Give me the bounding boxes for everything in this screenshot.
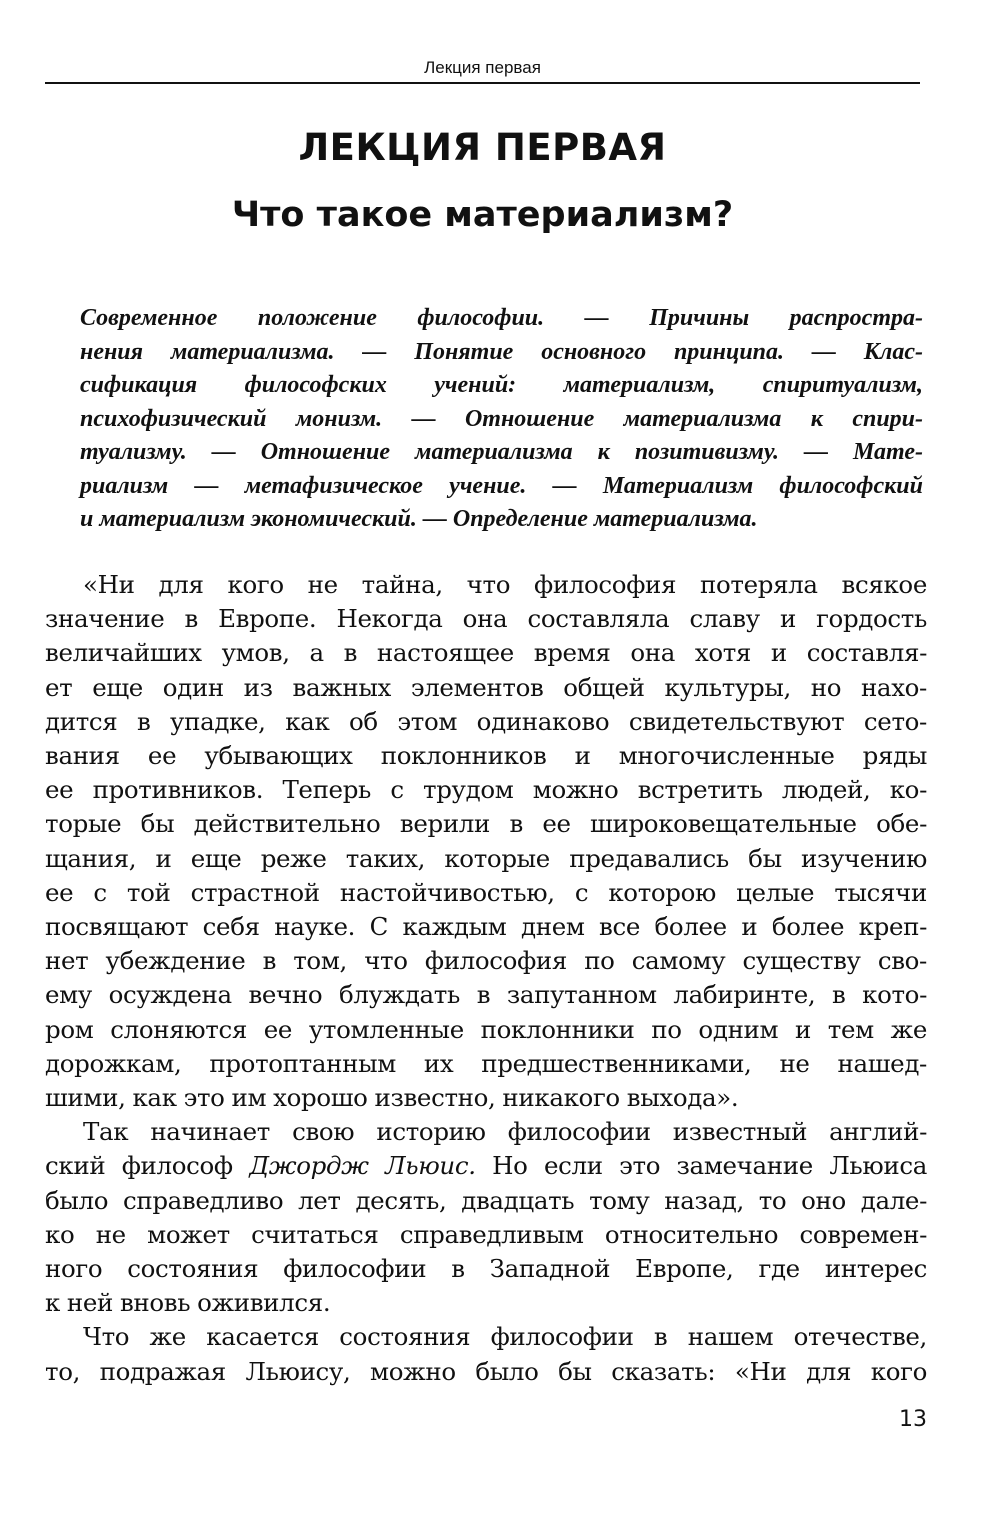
text-line: ко не может считаться справедливым относительно современ- — [45, 1219, 927, 1249]
summary-line: сификация философских учений: материализм, спиритуализм, — [80, 372, 923, 398]
summary-line: туализму. — Отношение материализма к позитивизму. — Мате- — [80, 439, 923, 465]
text-line: «Ни для кого не тайна, что философия потеряла всякое — [83, 570, 927, 599]
text-line: посвящают себя науке. С каждым днем все более и более креп- — [45, 912, 927, 942]
text-line: ему осуждена вечно блуждать в запутанном лабиринте, в кото- — [45, 980, 927, 1010]
paragraph-1 — [45, 568, 927, 1115]
text-line: щания, и еще реже таких, которые предавались бы изучению — [45, 843, 927, 873]
body-text — [45, 568, 927, 1389]
text-line: дорожкам, протоптанным их предшественниками, не нашед- — [45, 1048, 927, 1078]
text-line: значение в Европе. Некогда она составляла славу и гордость — [45, 604, 927, 634]
summary-line: риализм — метафизическое учение. — Материализм философский — [80, 472, 923, 499]
text-line: торые бы действительно верили в ее широковещательные обе- — [45, 809, 927, 839]
summary-line: нения материализма. — Понятие основного принципа. — Клас- — [80, 338, 923, 365]
text-line: дится в упадке, как об этом одинаково свидетельствуют сето- — [45, 706, 927, 736]
summary-line: психофизический монизм. — Отношение материализма к спири- — [80, 405, 923, 432]
text-line: Что же касается состояния философии в нашем отечестве, — [83, 1322, 927, 1352]
header-rule — [45, 82, 920, 84]
text-line: шими, как это им хорошо известно, никакого выхода». — [45, 1083, 739, 1113]
author-name: Джордж Льюис. — [249, 1151, 476, 1181]
text-line: вания ее убывающих поклонников и многочисленные ряды — [45, 741, 927, 771]
running-head: Лекция первая — [424, 58, 541, 77]
text-line: ет еще один из важных элементов общей культуры, но нахо- — [45, 672, 927, 702]
lecture-subtitle: Что такое материализм? — [231, 195, 734, 235]
text-line: ее с той страстной настойчивостью, с которою целые тысячи — [45, 877, 927, 907]
lecture-title: ЛЕКЦИЯ ПЕРВАЯ — [298, 126, 667, 169]
text-line: Так начинает свою историю философии известный англий- — [83, 1117, 927, 1147]
page-number: 13 — [899, 1407, 927, 1432]
text-line: величайших умов, а в настоящее время она хотя и составля- — [45, 638, 927, 668]
text-line: ее противников. Теперь с трудом можно встретить людей, ко- — [45, 775, 927, 805]
text-line: ром слоняются ее утомленные поклонники по одним и тем же — [45, 1014, 927, 1044]
text-fragment: ский философ — [45, 1151, 250, 1181]
summary-line: Современное положение философии. — Причины распростра- — [80, 305, 923, 331]
text-line — [45, 1149, 927, 1183]
chapter-summary — [80, 302, 923, 537]
text-line: нет убеждение в том, что философия по самому существу сво- — [45, 946, 927, 976]
paragraph-3 — [45, 1320, 927, 1388]
text-fragment: Но если это замечание Льюиса — [475, 1151, 927, 1181]
text-line: было справедливо лет десять, двадцать тому назад, то оно дале- — [45, 1185, 927, 1215]
text-line: ного состояния философии в Западной Европе, где интерес — [45, 1254, 927, 1284]
paragraph-2 — [45, 1115, 927, 1320]
summary-line: и материализм экономический. — Определение материализма. — [80, 506, 758, 532]
text-line: то, подражая Льюису, можно было бы сказать: «Ни для кого — [45, 1356, 927, 1386]
text-line: к ней вновь оживился. — [45, 1288, 331, 1318]
